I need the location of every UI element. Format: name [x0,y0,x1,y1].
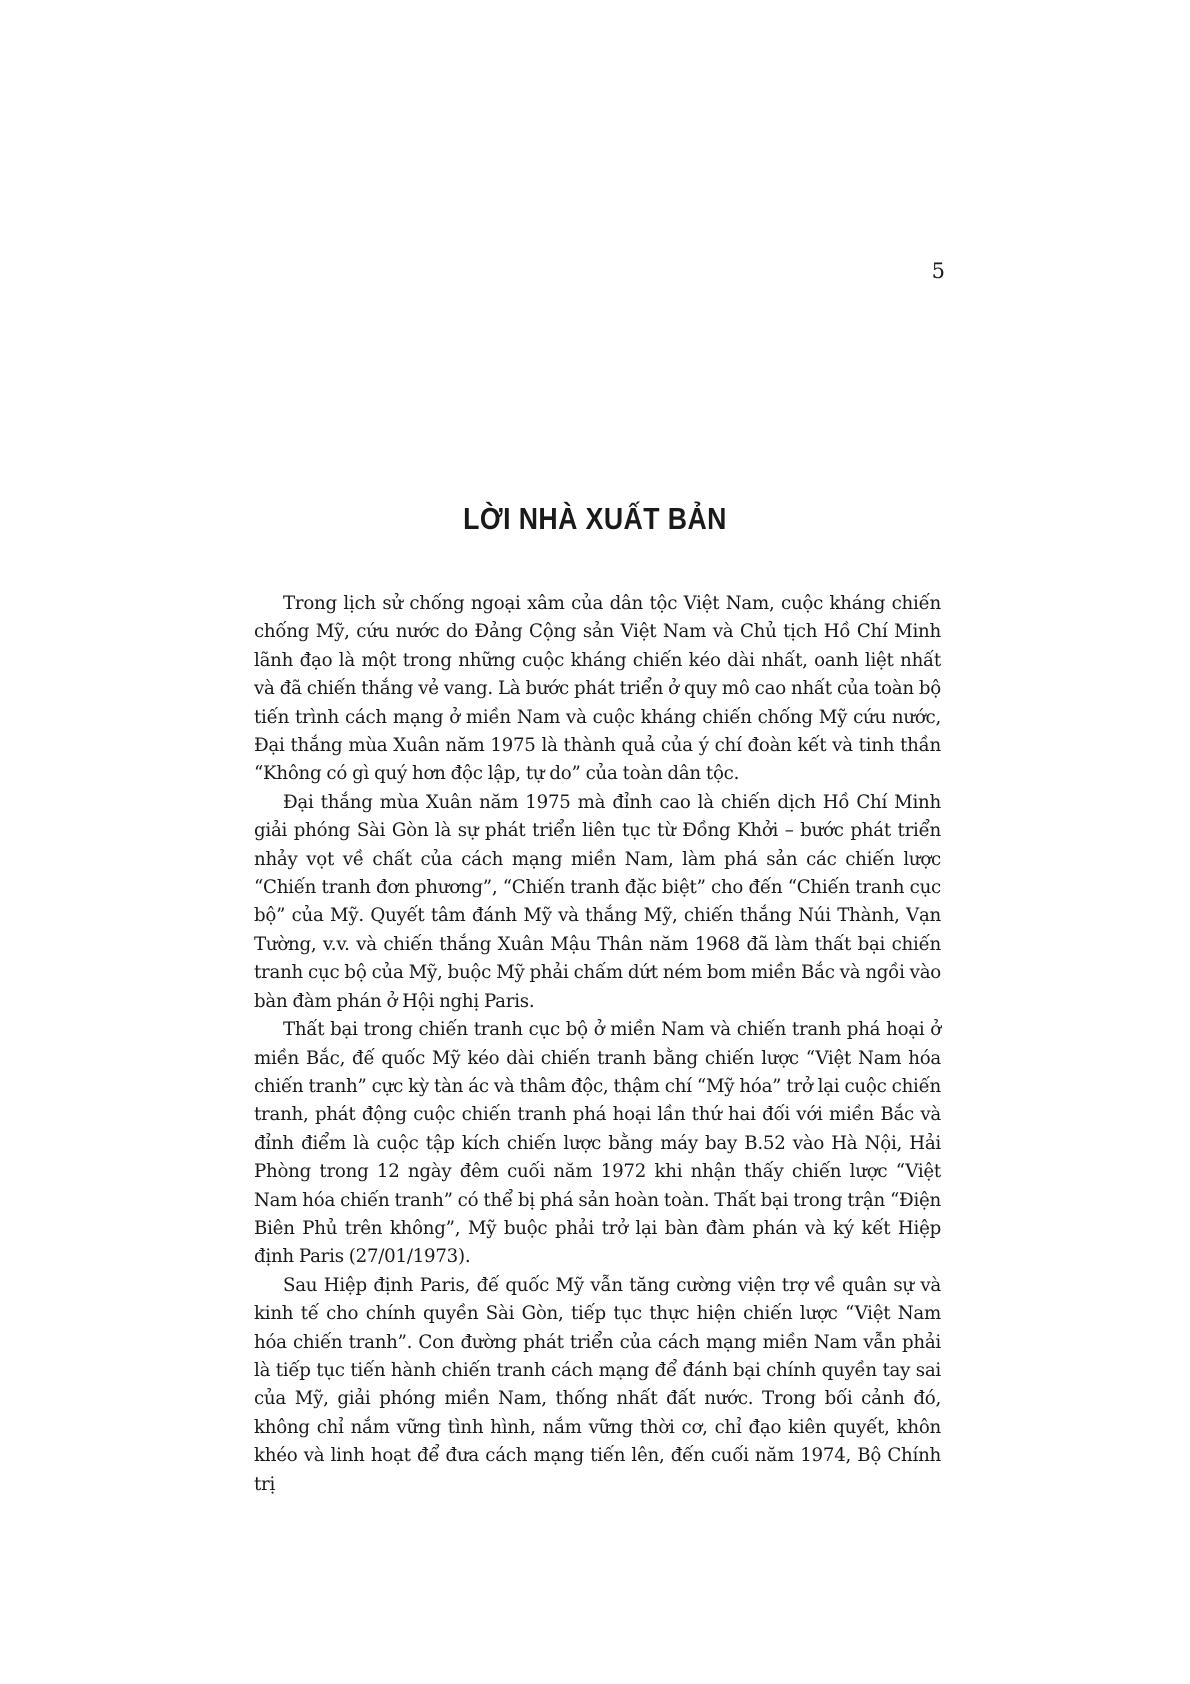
paragraph-1: Trong lịch sử chống ngoại xâm của dân tộc Việt Nam, cuộc kháng chiến chống Mỹ, cứu nước do Đảng Cộng sản Việt Nam và Chủ tịch Hồ Chí Minh lãnh đạo là một trong những cuộc kháng chiến kéo dài nhất, oanh liệt nhất và đã chiến thắng vẻ vang. Là bước phát triển ở quy mô cao nhất của toàn bộ tiến trình cách mạng ở miền Nam và cuộc kháng chiến chống Mỹ cứu nước, Đại thắng mùa Xuân năm 1975 là thành quả của ý chí đoàn kết và tinh thần “Không có gì quý hơn độc lập, tự do” của toàn dân tộc. [254,593,941,785]
paragraph-2: Đại thắng mùa Xuân năm 1975 mà đỉnh cao là chiến dịch Hồ Chí Minh giải phóng Sài Gòn là sự phát triển liên tục từ Đồng Khởi – bước phát triển nhảy vọt về chất của cách mạng miền Nam, làm phá sản các chiến lược “Chiến tranh đơn phương”, “Chiến tranh đặc biệt” cho đến “Chiến tranh cục bộ” của Mỹ. Quyết tâm đánh Mỹ và thắng Mỹ, chiến thắng Núi Thành, Vạn Tường, v.v. và chiến thắng Xuân Mậu Thân năm 1968 đã làm thất bại chiến tranh cục bộ của Mỹ, buộc Mỹ phải chấm dứt ném bom miền Bắc và ngồi vào bàn đàm phán ở Hội nghị Paris. [254,791,941,1012]
page-number: 5 [931,259,945,283]
paragraph-4: Sau Hiệp định Paris, đế quốc Mỹ vẫn tăng cường viện trợ về quân sự và kinh tế cho chính quyền Sài Gòn, tiếp tục thực hiện chiến lược “Việt Nam hóa chiến tranh”. Con đường phát triển của cách mạng miền Nam vẫn phải là tiếp tục tiến hành chiến tranh cách mạng để đánh bại chính quyền tay sai của Mỹ, giải phóng miền Nam, thống nhất đất nước. Trong bối cảnh đó, không chỉ nắm vững tình hình, nắm vững thời cơ, chỉ đạo kiên quyết, khôn khéo và linh hoạt để đưa cách mạng tiến lên, đến cuối năm 1974, Bộ Chính trị [254,1274,941,1495]
paragraph-3: Thất bại trong chiến tranh cục bộ ở miền Nam và chiến tranh phá hoại ở miền Bắc, đế quốc Mỹ kéo dài chiến tranh bằng chiến lược “Việt Nam hóa chiến tranh” cực kỳ tàn ác và thâm độc, thậm chí “Mỹ hóa” trở lại cuộc chiến tranh, phát động cuộc chiến tranh phá hoại lần thứ hai đối với miền Bắc và đỉnh điểm là cuộc tập kích chiến lược bằng máy bay B.52 vào Hà Nội, Hải Phòng trong 12 ngày đêm cuối năm 1972 khi nhận thấy chiến lược “Việt Nam hóa chiến tranh” có thể bị phá sản hoàn toàn. Thất bại trong trận “Điện Biên Phủ trên không”, Mỹ buộc phải trở lại bàn đàm phán và ký kết Hiệp định Paris (27/01/1973). [254,1019,941,1268]
body-text [254,590,941,1499]
page-title: LỜI NHÀ XUẤT BẢN [463,501,727,536]
